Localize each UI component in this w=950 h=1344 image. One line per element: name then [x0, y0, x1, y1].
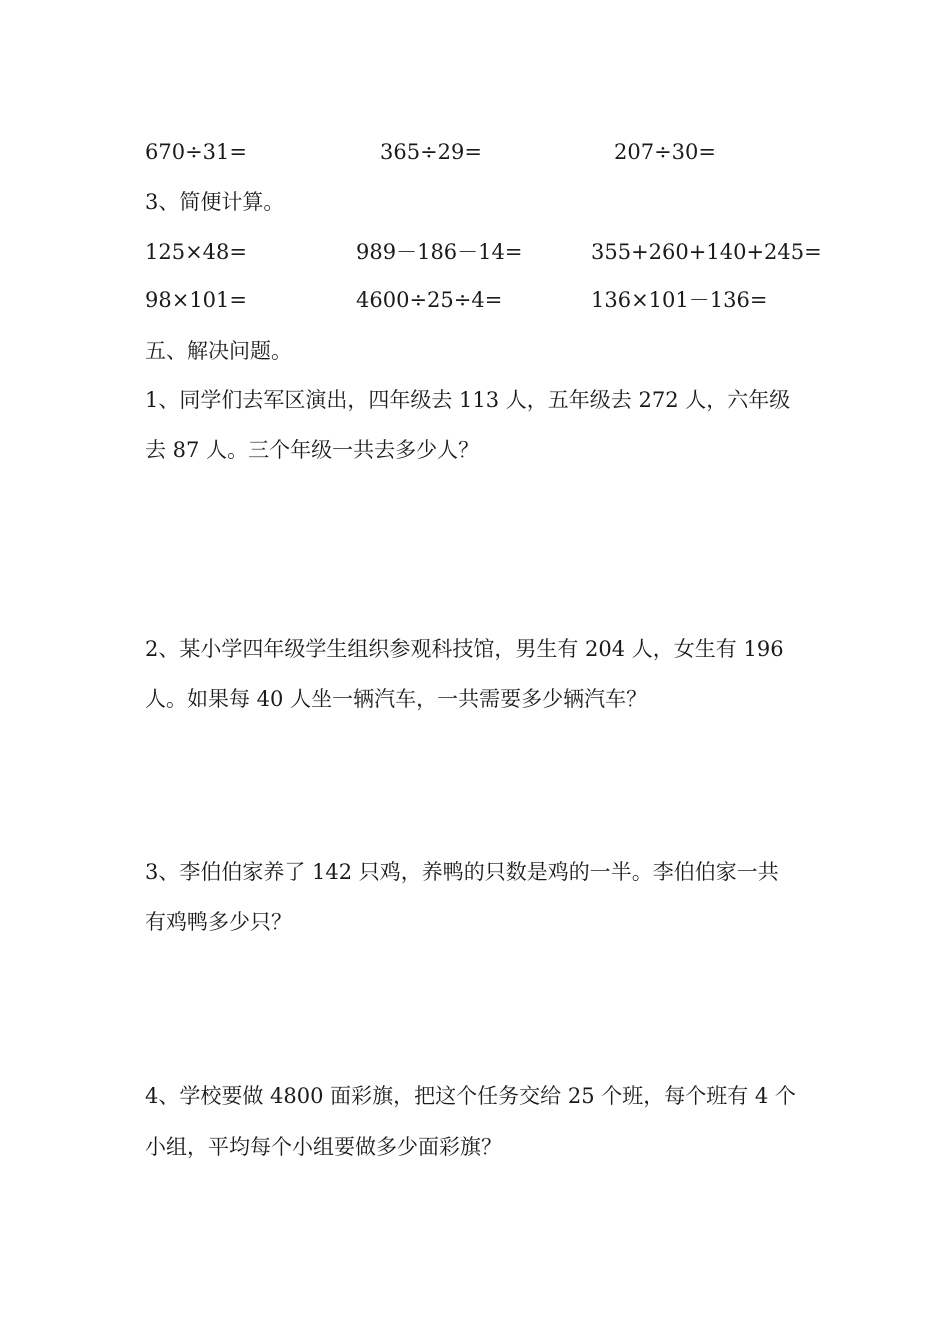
simplify-expr: 4600÷25÷4=: [356, 288, 503, 312]
problem-text-line: 2、某小学四年级学生组织参观科技馆，男生有 204 人，女生有 196: [145, 637, 784, 661]
simplify-expr: 98×101=: [145, 288, 247, 312]
division-expr-1: 670÷31=: [145, 140, 247, 164]
simplify-expr: 136×101－136=: [591, 288, 768, 312]
section5-heading: 五、解决问题。: [145, 339, 292, 363]
simplify-expr: 125×48=: [145, 240, 247, 264]
simplify-expr: 355+260+140+245=: [591, 240, 822, 264]
section3-heading: 3、简便计算。: [145, 190, 285, 214]
problem-text-line: 3、李伯伯家养了 142 只鸡，养鸭的只数是鸡的一半。李伯伯家一共: [145, 860, 779, 884]
simplify-expr: 989－186－14=: [356, 240, 523, 264]
division-expr-3: 207÷30=: [614, 140, 716, 164]
problem-text-line: 小组，平均每个小组要做多少面彩旗？: [145, 1135, 502, 1159]
division-expr-2: 365÷29=: [380, 140, 482, 164]
problem-text-line: 有鸡鸭多少只？: [145, 910, 292, 934]
problem-text-line: 人。如果每 40 人坐一辆汽车，一共需要多少辆汽车？: [145, 687, 648, 711]
problem-text-line: 4、学校要做 4800 面彩旗，把这个任务交给 25 个班，每个班有 4 个: [145, 1084, 796, 1108]
problem-text-line: 1、同学们去军区演出，四年级去 113 人，五年级去 272 人，六年级: [145, 388, 791, 412]
problem-text-line: 去 87 人。三个年级一共去多少人？: [145, 438, 480, 462]
